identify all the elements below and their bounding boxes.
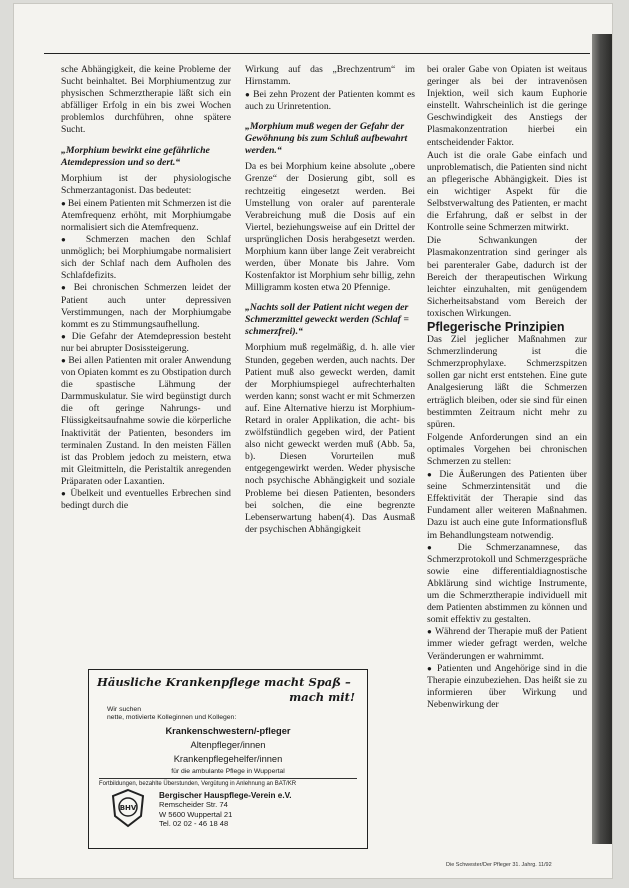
column-3: [427, 64, 587, 711]
bullet-item: ● Übelkeit und eventuelles Erbrechen sind bedingt durch die: [61, 488, 231, 512]
bullet-item: ● Die Gefahr der Atemdepression besteht nur bei abrupter Dosissteigerung.: [61, 331, 231, 355]
header-rule: [44, 53, 590, 54]
paragraph: Wirkung auf das „Brechzentrum“ im Hirnstamm.: [245, 64, 415, 88]
ad-street: Remscheider Str. 74: [159, 800, 228, 810]
paragraph: Morphium ist der physiologische Schmerzantagonist. Das bedeutet:: [61, 172, 231, 196]
paragraph: Folgende Anforderungen sind an ein optimales Vorgehen bei chronischen Schmerzen zu stellen:: [427, 431, 587, 467]
column-1: [61, 64, 231, 512]
ad-roles-note: für die ambulante Pflege in Wuppertal: [171, 768, 285, 775]
logo-text: BHV: [119, 804, 137, 812]
ad-title: Häusliche Krankenpflege macht Spaß –: [97, 675, 351, 689]
subheading: „Nachts soll der Patient nicht wegen der Schmerzmittel geweckt werden (Schlaf = schmerzfrei).“: [245, 302, 409, 338]
subheading: „Morphium muß wegen der Gefahr der Gewöhnung bis zum Schluß aufbewahrt werden.“: [245, 121, 408, 157]
column-2: [245, 64, 415, 537]
bullet-item: ● Patienten und Angehörige sind in die Therapie einzubeziehen. Das heißt sie zu informieren über Wirkung und Nebenwirkung der: [427, 663, 587, 711]
bullet-item: ● Bei zehn Prozent der Patienten kommt es auch zu Urinretention.: [245, 89, 415, 113]
ad-divider: [99, 778, 357, 779]
ad-role: Krankenschwestern/-pfleger: [165, 726, 291, 736]
bhv-logo-icon: [111, 788, 145, 828]
ad-intro: Wir suchen nette, motivierte Kolleginnen und Kollegen:: [107, 706, 237, 721]
section-heading: Pflegerische Prinzipien: [427, 319, 565, 334]
bullet-item: ● Bei chronischen Schmerzen leidet der Patient auch unter depressiven Verstimmungen, nach der Morphiumgabe kommt es zu Stimmungsaufhellung.: [61, 282, 231, 330]
ad-phone: Tel. 02 02 - 46 18 48: [159, 819, 229, 829]
ad-city: W 5600 Wuppertal 21: [159, 809, 233, 819]
paragraph: Die Schwankungen der Plasmakonzentration sind geringer als bei parenteraler Gabe, dadurch ist der Bereich der therapeutischen Wirkung leichter einzuhalten, mit genügendem Sicherheitsabstand vom Bereich der toxischen Wirkungen.: [427, 235, 587, 319]
bullet-item: ● Bei einem Patienten mit Schmerzen ist die Atemfrequenz erhöht, mit Morphiumgabe normalisiert sich die Atemfrequenz.: [61, 198, 231, 234]
subheading: „Morphium bewirkt eine gefährliche Atemdepression und so dert.“: [61, 144, 210, 168]
ad-role: Altenpfleger/innen: [190, 740, 266, 750]
bullet-item: ● Die Schmerzanamnese, das Schmerzprotokoll und Schmerzgespräche sowie eine differentialdiagnostische Abklärung sind wichtige Instrumente, um die Schmerztherapie individuell mit dem Patienten abstimmen zu können und somit effektiv zu gestalten.: [427, 542, 587, 627]
paragraph: sche Abhängigkeit, die keine Probleme der Sucht beinhaltet. Bei Morphiumentzug zur physischen Schmerztherapie läßt sich ein abfälliger Erfolg in ein bis zwei Wochen problemlos durchführen, ohne spätere Sucht.: [61, 64, 231, 136]
paragraph: Morphium muß regelmäßig, d. h. alle vier Stunden, gegeben werden, auch nachts. Der Patient muß also geweckt werden, damit der Morphiumspiegel aufrechterhalten werden kann; sonst wacht er mit Schmerzen auf. Eine Alternative hierzu ist Morphium-Retard in oraler Applikation, die acht- bis zwölfstündlich gegeben wird, der Patient also nicht geweckt werden muß (Abb. 5a, b). Diesen Vorurteilen muß entgegengewirkt werden. Weder physische noch psychische Abhängigkeit und soziale Probleme bei diesen Patienten, besonders bei solchen, die eine begrenzte Lebenserwartung haben(4). Das Ausmaß der psychischen Abhängigkeit: [245, 342, 415, 535]
paragraph: Da es bei Morphium keine absolute „obere Grenze“ der Dosierung gibt, soll es rechtzeitig eingesetzt werden. Bei Umstellung von oraler auf parenterale Verabreichung muß die Dosis auf ein Viertel, beziehungsweise auf ein Drittel der ursprünglichen Dosis herabgesetzt werden. Morphium kann über lange Zeit verabreicht werden, über Monate bis Jahre. Vom Kostenfaktor ist Morphium sehr billig, zehn Milligramm kosten etwa 20 Pfennige.: [245, 161, 415, 294]
bullet-item: ● Bei allen Patienten mit oraler Anwendung von Opiaten kommt es zu Obstipation durch die spastische Lähmung der Darmmuskulatur. Sie wird begünstigt durch die oft geringe Nahrungs- und Flüssigkeitsaufnahme sowie die körperliche Inaktivität der Patienten, besonders im terminalen Zustand. In den meisten Fällen ist das Problem jedoch zu meistern, etwa mit Gleitmitteln, die Peristaltik anregenden Präparaten oder Laxantien.: [61, 355, 231, 488]
ad-conditions: Fortbildungen, bezahlte Überstunden, Vergütung in Anlehnung an BAT/KR: [99, 781, 297, 787]
paragraph: Das Ziel jeglicher Maßnahmen zur Schmerzlinderung ist die Schmerzprophylaxe. Schmerzspitzen sollen gar nicht erst entstehen. Eine gute Analgesierung läßt die Schmerzen erträglich bleiben, oder sie sind für einen bestimmten Zeitraum nicht mehr zu spüren.: [427, 334, 587, 430]
ad-role: Krankenpflegehelfer/innen: [173, 754, 283, 764]
book-spine-shadow: [592, 34, 612, 844]
page-footer: Die Schwester/Der Pfleger 31. Jahrg. 11/92: [446, 862, 552, 868]
bullet-item: ● Die Äußerungen des Patienten über seine Schmerzintensität und die Effektivität der Therapie sind das Fundament aller weiteren Maßnahmen. Dazu ist auch eine gute Informationsfluß im Behandlungsteam notwendig.: [427, 469, 587, 542]
job-advertisement: [88, 669, 368, 849]
bullet-item: ● Schmerzen machen den Schlaf unmöglich; bei Morphiumgabe normalisiert sich der Schlaf nach dem Aufholen des Schlafdefizits.: [61, 234, 231, 282]
bullet-item: ● Während der Therapie muß der Patient immer wieder gefragt werden, welche Veränderungen er wahrnimmt.: [427, 626, 587, 662]
ad-title-2: mach mit!: [289, 690, 355, 704]
ad-org-name: Bergischer Hauspflege-Verein e.V.: [159, 791, 292, 800]
ad-address: [159, 791, 292, 829]
paragraph: bei oraler Gabe von Opiaten ist weitaus geringer als bei der intravenösen Injektion, weil sich kaum Euphorie einstellt. Wahrscheinlich ist die geringe Geschwindigkeit des Anstiegs der Plasmakonzentration hierbei ein entscheidender Faktor.: [427, 64, 587, 148]
paragraph: Auch ist die orale Gabe einfach und unproblematisch, die Patienten sind nicht an pflegerische Abhängigkeit. Dies ist ein wichtiger Aspekt für die Selbstverwaltung des Patienten, er macht die Erfahrung, daß er selbst in der Kontrolle seine Schmerzen mitwirkt.: [427, 149, 587, 234]
